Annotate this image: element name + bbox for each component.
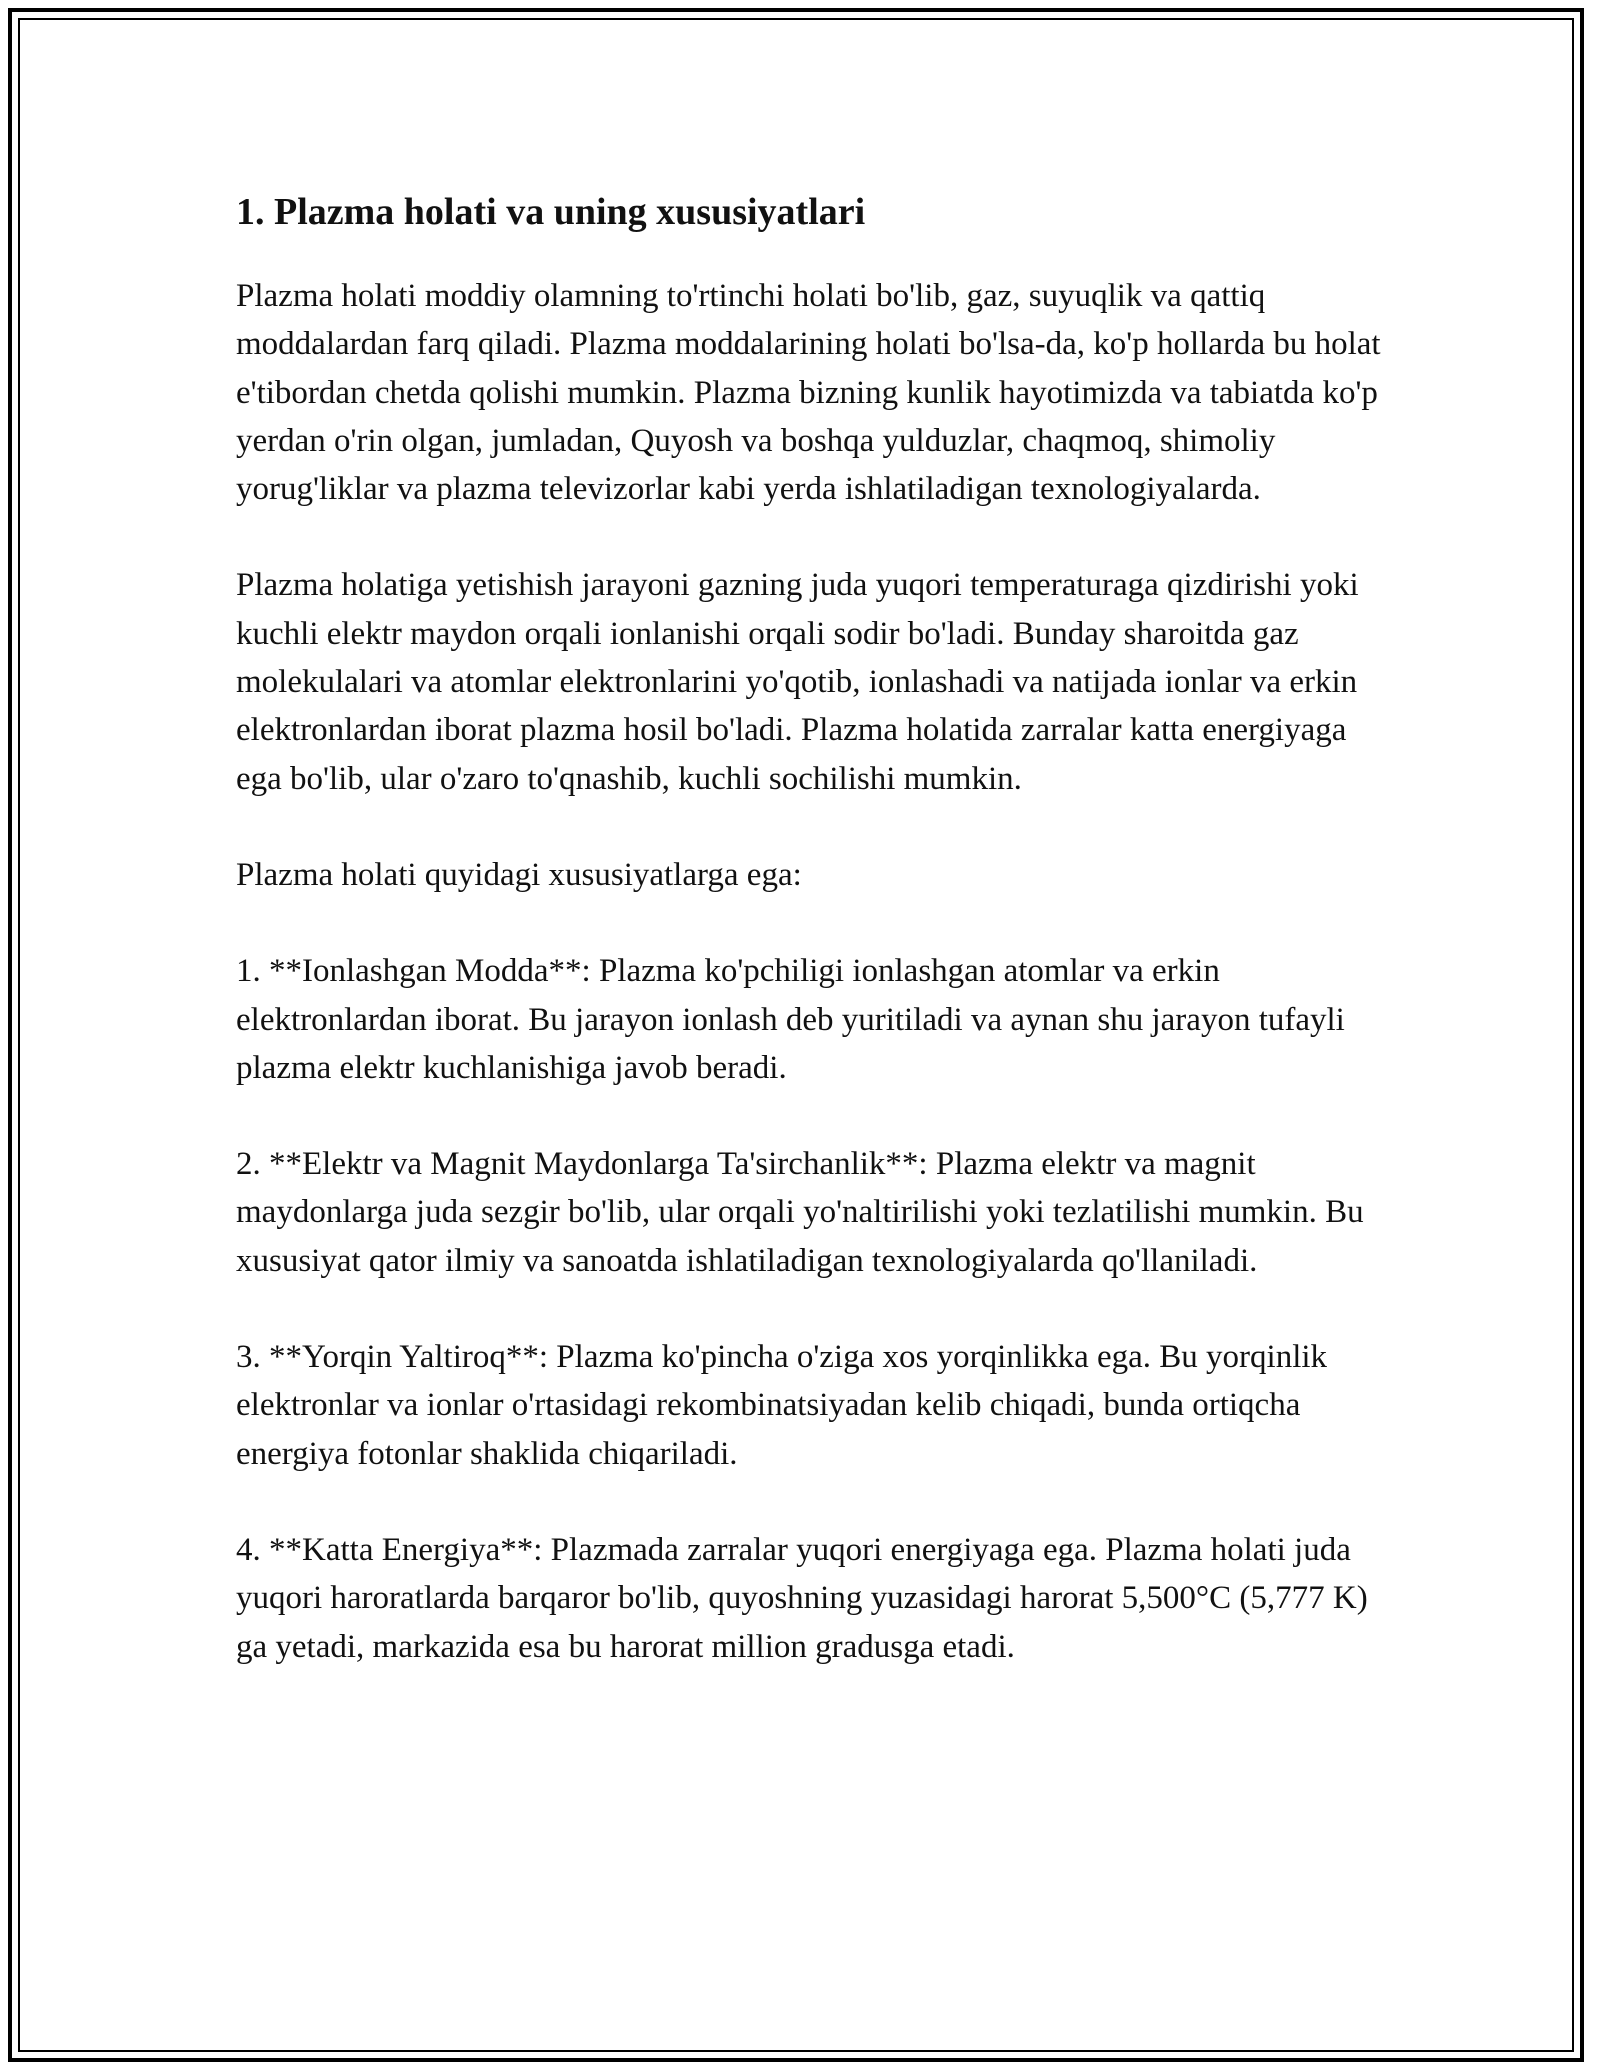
paragraph-properties-intro: Plazma holati quyidagi xususiyatlarga ega: [236, 856, 802, 893]
list-item-bright-glow: 3. **Yorqin Yaltiroq**: Plazma ko'pincha o'ziga xos yorqinlikka ega. Bu yorqinlik elektronlar va ionlar o'rtasidagi rekombinatsiyadan kelib chiqadi, bunda ortiqcha energiya fotonlar shaklida chiqariladi. [236, 1339, 1328, 1472]
list-item-high-energy: 4. **Katta Energiya**: Plazmada zarralar yuqori energiyaga ega. Plazma holati juda yuqori haroratlarda barqaror bo'lib, quyoshning yuzasidagi harorat 5,500°C (5,777 K) ga yetadi, markazida esa bu harorat million gradusga etadi. [236, 1531, 1368, 1665]
paragraph-ionization-process: Plazma holatiga yetishish jarayoni gazning juda yuqori temperaturaga qizdirishi yoki kuchli elektr maydon orqali ionlanishi orqali sodir bo'ladi. Bunday sharoitda gaz molekulalari va atomlar elektronlarini yo'qotib, ionlashadi va natijada ionlar va erkin elektronlardan iborat plazma hosil bo'ladi. Plazma holatida zarralar katta energiyaga ega bo'lib, ular o'zaro to'qnashib, kuchli sochilishi mumkin. [236, 567, 1359, 797]
list-item-field-sensitivity: 2. **Elektr va Magnit Maydonlarga Ta'sirchanlik**: Plazma elektr va magnit maydonlarga juda sezgir bo'lib, ular orqali yo'naltirilishi yoki tezlatilishi mumkin. Bu xususiyat qator ilmiy va sanoatda ishlatiladigan texnologiyalarda qo'llaniladi. [236, 1146, 1364, 1279]
document-body [236, 188, 1386, 1719]
list-item-ionized-matter: 1. **Ionlashgan Modda**: Plazma ko'pchiligi ionlashgan atomlar va erkin elektronlardan iborat. Bu jarayon ionlash deb yuritiladi va aynan shu jarayon tufayli plazma elektr kuchlanishiga javob beradi. [236, 953, 1345, 1086]
document-title: 1. Plazma holati va uning xususiyatlari [236, 191, 866, 233]
paragraph-intro: Plazma holati moddiy olamning to'rtinchi holati bo'lib, gaz, suyuqlik va qattiq moddalardan farq qiladi. Plazma moddalarining holati bo'lsa-da, ko'p hollarda bu holat e'tibordan chetda qolishi mumkin. Plazma bizning kunlik hayotimizda va tabiatda ko'p yerdan o'rin olgan, jumladan, Quyosh va boshqa yulduzlar, chaqmoq, shimoliy yorug'liklar va plazma televizorlar kabi yerda ishlatiladigan texnologiyalarda. [236, 278, 1381, 508]
